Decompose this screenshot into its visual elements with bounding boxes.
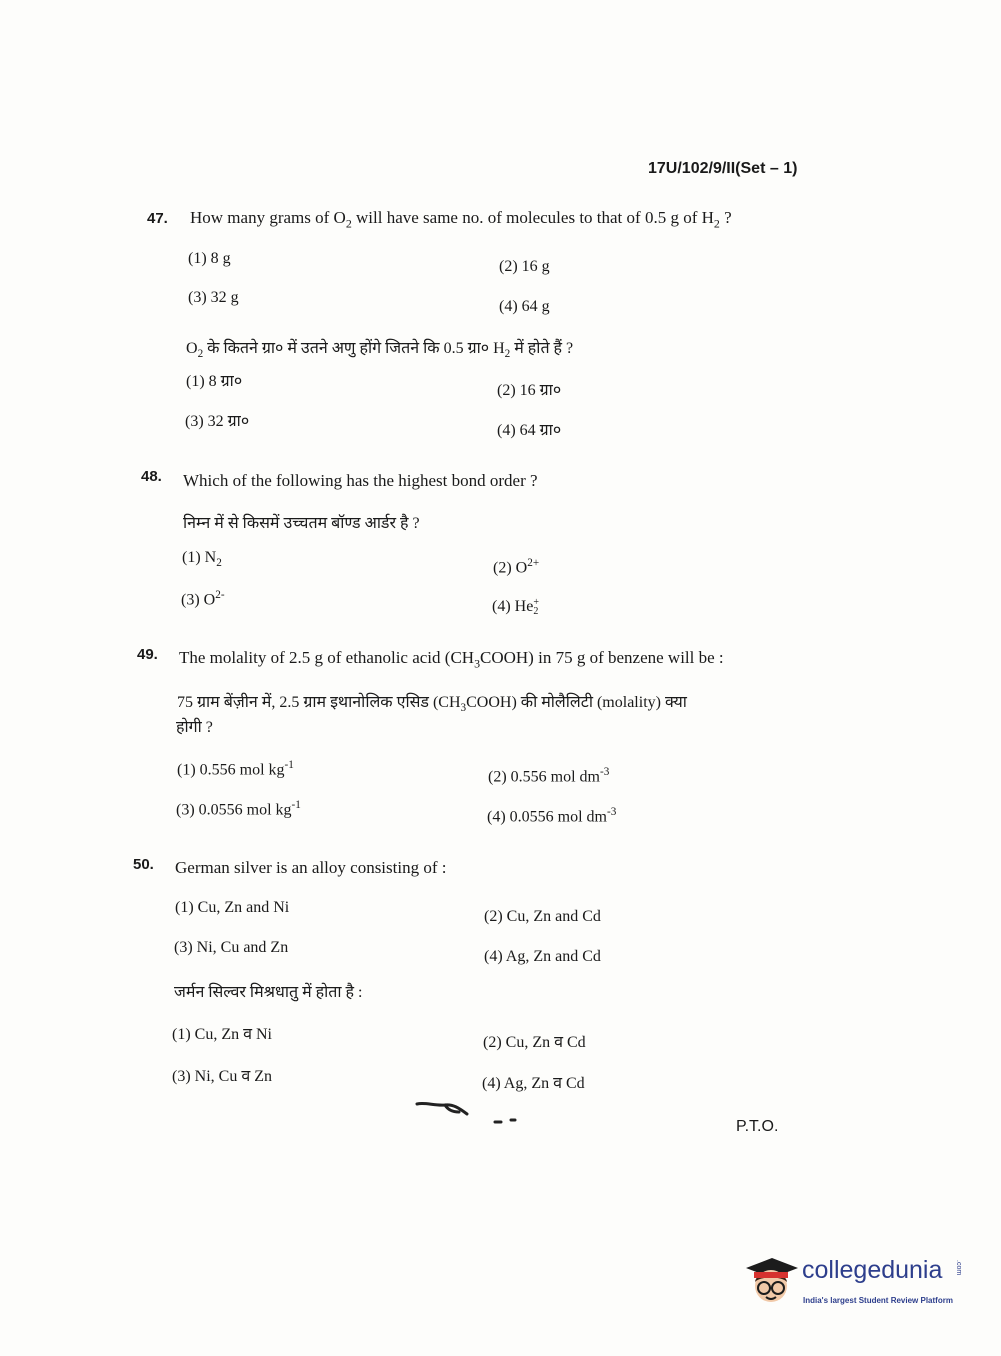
question-50-hindi: जर्मन सिल्वर मिश्रधातु में होता है : <box>174 984 363 1001</box>
q47-option-4: (4) 64 g <box>499 298 550 315</box>
mascot-icon <box>742 1250 800 1312</box>
question-49-hindi-line-1: 75 ग्राम बेंज़ीन में, 2.5 ग्राम इथानोलिक एसिड $(CH_3COOH)$ की मोलैलिटी (molality) क्या <box>177 694 687 715</box>
question-49-text: The molality of 2.5 g of ethanolic acid $(CH_3COOH)$ in 75 g of benzene will be : <box>179 648 724 671</box>
q48-option-2: (2) $O^{2+}$ <box>493 557 540 577</box>
q47-option-1: (1) 8 g <box>188 250 231 267</box>
q50-hindi-option-2: (2) Cu, Zn व Cd <box>483 1034 586 1051</box>
q50-hindi-option-3: (3) Ni, Cu व Zn <box>172 1068 272 1085</box>
handwritten-scribble <box>415 1100 525 1130</box>
question-49-hindi-line-2: होगी ? <box>176 719 213 736</box>
question-number-49: 49. <box>137 646 158 663</box>
pto-label: P.T.O. <box>736 1118 779 1135</box>
q49-option-4: (4) 0.0556 mol $dm^{-3}$ <box>487 806 617 826</box>
q50-hindi-option-1: (1) Cu, Zn व Ni <box>172 1026 272 1043</box>
question-number-50: 50. <box>133 856 154 873</box>
q47-hindi-option-2: (2) 16 ग्रा० <box>497 382 562 399</box>
q47-option-2: (2) 16 g <box>499 258 550 275</box>
logo-tagline: India's largest Student Review Platform <box>803 1296 953 1305</box>
q48-option-4: (4) He + 2 <box>492 597 539 618</box>
q48-option-1: (1) $N_2$ <box>182 549 222 570</box>
collegedunia-logo <box>742 1250 972 1320</box>
logo-domain: .com <box>955 1260 962 1276</box>
q47-hindi-option-3: (3) 32 ग्रा० <box>185 413 250 430</box>
question-50-text: German silver is an alloy consisting of : <box>175 858 447 877</box>
q48-option-3: (3) $O^{2-}$ <box>181 589 225 609</box>
q50-option-4: (4) Ag, Zn and Cd <box>484 948 601 965</box>
q50-hindi-option-4: (4) Ag, Zn व Cd <box>482 1075 585 1092</box>
q49-option-3: (3) 0.0556 mol $kg^{-1}$ <box>176 799 301 819</box>
q49-option-2: (2) 0.556 mol $dm^{-3}$ <box>488 766 610 786</box>
logo-wordmark: collegedunia <box>802 1256 943 1284</box>
question-48-hindi: निम्न में से किसमें उच्चतम बॉण्ड आर्डर है ? <box>183 515 420 532</box>
paper-code: 17U/102/9/II(Set – 1) <box>648 160 798 177</box>
question-number-48: 48. <box>141 468 162 485</box>
question-48-text: Which of the following has the highest bond order ? <box>183 471 538 490</box>
question-number-47: 47. <box>147 210 168 227</box>
q50-option-3: (3) Ni, Cu and Zn <box>174 939 289 956</box>
q49-option-1: (1) 0.556 mol $kg^{-1}$ <box>177 759 294 779</box>
question-47-hindi: $O_2$ के कितने ग्रा० में उतने अणु होंगे जितने कि 0.5 ग्रा० $H_2$ में होते हैं ? <box>186 340 574 361</box>
question-47-text: How many grams of $O_2$ will have same no. of molecules to that of 0.5 g of $H_2$ ? <box>190 208 732 231</box>
q47-hindi-option-1: (1) 8 ग्रा० <box>186 373 243 390</box>
q47-hindi-option-4: (4) 64 ग्रा० <box>497 422 562 439</box>
q50-option-1: (1) Cu, Zn and Ni <box>175 899 290 916</box>
q50-option-2: (2) Cu, Zn and Cd <box>484 908 601 925</box>
q47-option-3: (3) 32 g <box>188 289 239 306</box>
